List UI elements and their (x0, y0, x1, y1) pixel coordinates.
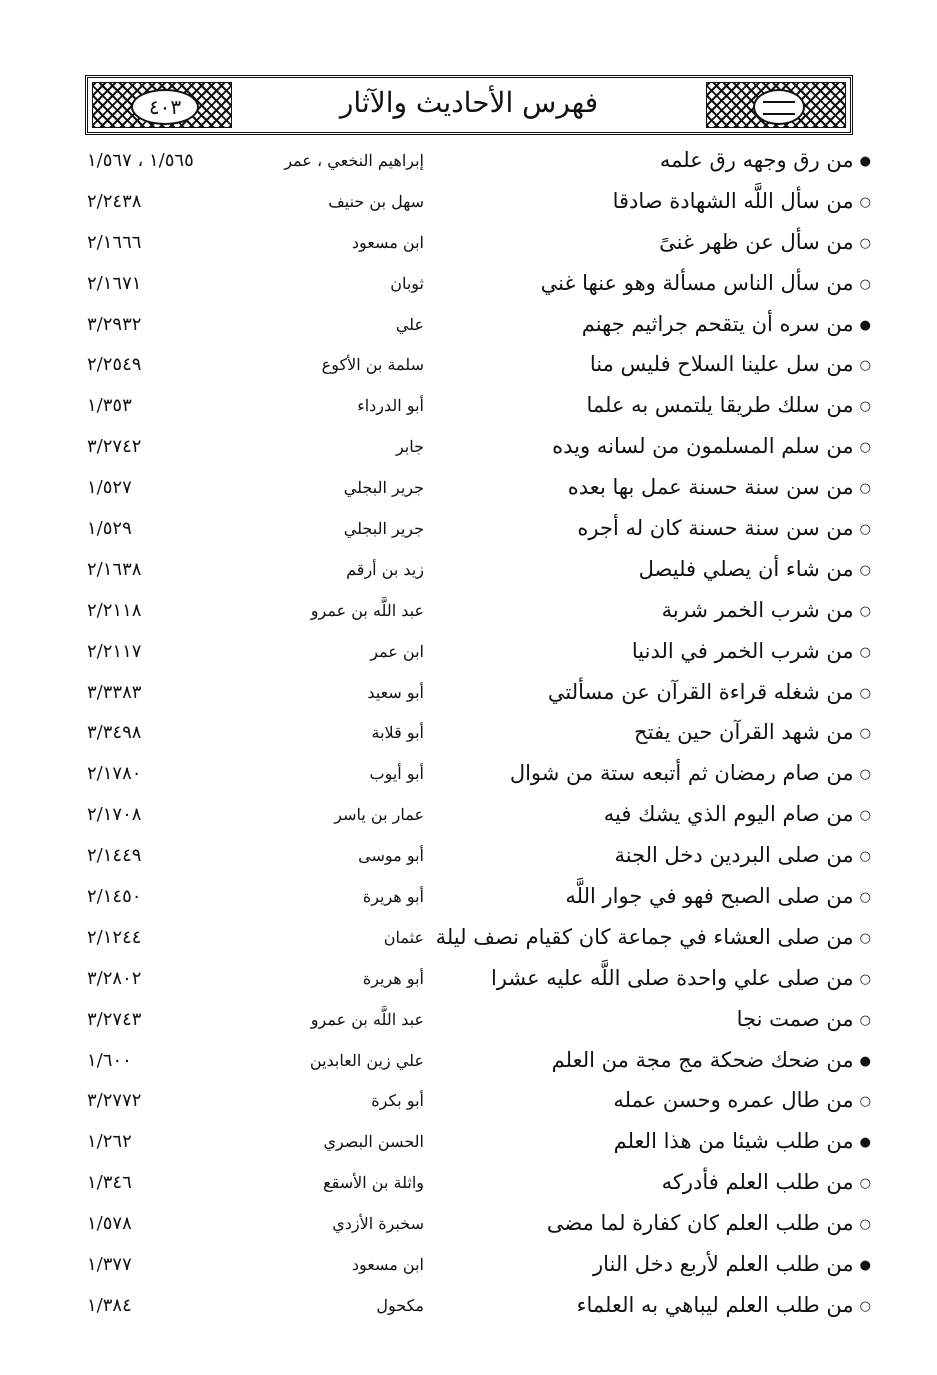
narrator: أبو سعيد (367, 682, 424, 702)
narrator: إبراهيم النخعي ، عمر (284, 151, 424, 170)
reference-number: ١/٥٧٨ (87, 1213, 132, 1235)
index-entry (0, 223, 937, 264)
reference-number: ٣/٢٧٧٢ (87, 1090, 142, 1112)
hollow-bullet-icon: ○ (859, 644, 871, 660)
hadith-text (659, 230, 871, 254)
reference-number: ٢/٢٤٣٨ (87, 190, 142, 212)
hollow-bullet-icon: ○ (859, 971, 871, 987)
index-entry (0, 591, 937, 632)
page-header (85, 75, 853, 135)
hadith-text (547, 1211, 871, 1235)
index-entry (0, 1081, 937, 1122)
reference-number: ٣/٢٩٣٢ (87, 313, 142, 335)
index-entry (0, 632, 937, 673)
narrator: علي (395, 314, 424, 334)
index-entry (0, 1204, 937, 1245)
hollow-bullet-icon: ○ (859, 890, 871, 906)
hadith-text-label: من شاء أن يصلي فليصل (638, 556, 854, 581)
hollow-bullet-icon: ○ (859, 440, 871, 456)
narrator: عبد اللَّه بن عمرو (310, 1009, 424, 1029)
reference-number: ٢/٢٥٤٩ (87, 354, 142, 376)
narrator: عثمان (383, 927, 424, 947)
index-entry (0, 1041, 937, 1082)
index-entry (0, 795, 937, 836)
narrator: أبو أيوب (369, 764, 424, 784)
index-entry (0, 959, 937, 1000)
hadith-text (660, 148, 871, 172)
hadith-text-label: من سلم المسلمون من لسانه ويده (552, 434, 854, 459)
index-entry (0, 427, 937, 468)
reference-number: ١/٣٤٦ (87, 1172, 132, 1194)
hollow-bullet-icon: ○ (859, 930, 871, 946)
index-entry (0, 264, 937, 305)
hadith-text-label: من شغله قراءة القرآن عن مسألتي (547, 679, 854, 704)
hollow-bullet-icon: ○ (859, 358, 871, 374)
hadith-text (613, 1088, 871, 1112)
index-entry (0, 918, 937, 959)
hadith-text-label: من طلب العلم فأدركه (661, 1170, 854, 1195)
hadith-text-label: من صام اليوم الذي يشك فيه (603, 802, 854, 827)
hadith-text-label: من صام رمضان ثم أتبعه ستة من شوال (509, 761, 854, 786)
hadith-text (586, 393, 871, 417)
index-entry (0, 1163, 937, 1204)
hadith-text (541, 271, 871, 295)
narrator: جرير البجلي (343, 519, 424, 539)
hadith-text (436, 925, 871, 949)
hadith-text (604, 802, 871, 826)
hadith-text (568, 475, 871, 499)
hadith-text (552, 434, 871, 458)
hollow-bullet-icon: ○ (859, 808, 871, 824)
hollow-bullet-icon: ○ (859, 1217, 871, 1233)
narrator: ابن مسعود (351, 1255, 424, 1275)
index-entry (0, 754, 937, 795)
reference-number: ٢/١٢٤٤ (87, 926, 142, 948)
narrator: أبو الدرداء (357, 396, 424, 416)
hollow-bullet-icon: ○ (859, 522, 871, 538)
index-entry (0, 345, 937, 386)
hadith-text-label: من صلى علي واحدة صلى اللَّه عليه عشرا (490, 965, 854, 990)
narrator: واثلة بن الأسقع (323, 1173, 424, 1193)
hadith-text (548, 680, 871, 704)
hadith-text-label: من شرب الخمر شربة (661, 597, 854, 622)
hollow-bullet-icon: ○ (859, 562, 871, 578)
reference-number: ١/٥٢٧ (87, 477, 132, 499)
hadith-text (613, 189, 871, 213)
reference-number: ٣/٣٣٨٣ (87, 681, 142, 703)
hadith-text-label: من طلب شيئا من هذا العلم (613, 1129, 854, 1154)
narrator: مكحول (376, 1295, 424, 1315)
narrator: عمار بن ياسر (334, 805, 424, 825)
narrator: علي زين العابدين (309, 1050, 424, 1070)
hadith-text-label: من صمت نجا (736, 1006, 854, 1031)
hadith-text-label: من سأل عن ظهر غنىً (659, 229, 854, 254)
index-entry (0, 1286, 937, 1327)
reference-number: ٢/٢١١٨ (87, 599, 142, 621)
hadith-text (491, 966, 871, 990)
narrator: أبو هريرة (362, 887, 424, 907)
hadith-text-label: من سره أن يتقحم جراثيم جهنم (581, 311, 854, 336)
hadith-text (577, 1293, 871, 1317)
hadith-text (632, 639, 871, 663)
index-list (0, 141, 937, 1327)
hadith-text-label: من سأل الناس مسألة وهو عنها غني (540, 270, 854, 295)
hadith-text (565, 884, 871, 908)
reference-number: ١/٣٧٧ (87, 1254, 132, 1276)
index-entry (0, 713, 937, 754)
narrator: زيد بن أرقم (346, 559, 424, 579)
hollow-bullet-icon: ○ (859, 603, 871, 619)
index-entry (0, 305, 937, 346)
reference-number: ٣/٢٨٠٢ (87, 967, 142, 989)
hadith-text (577, 516, 871, 540)
filled-bullet-icon: ● (859, 1135, 871, 1151)
hadith-text-label: من ضحك ضحكة مج مجة من العلم (551, 1047, 854, 1072)
reference-number: ٣/٢٧٤٢ (87, 436, 142, 458)
narrator: الحسن البصري (323, 1132, 424, 1152)
index-entry (0, 468, 937, 509)
hollow-bullet-icon: ○ (859, 399, 871, 415)
page-number: ٤٠٣ (131, 89, 199, 125)
narrator: ثوبان (390, 273, 424, 293)
filled-bullet-icon: ● (859, 1053, 871, 1069)
reference-number: ١/٣٥٣ (87, 395, 132, 417)
filled-bullet-icon: ● (859, 154, 871, 169)
hadith-text-label: من شرب الخمر في الدنيا (631, 638, 854, 663)
hadith-text-label: من صلى البردين دخل الجنة (614, 843, 854, 868)
hadith-text (510, 761, 871, 785)
reference-number: ٢/١٧٨٠ (87, 763, 142, 785)
filled-bullet-icon: ● (859, 317, 871, 333)
hadith-text (639, 557, 871, 581)
reference-number: ٢/١٤٥٠ (87, 886, 142, 908)
narrator: أبو هريرة (362, 968, 424, 988)
hollow-bullet-icon: ○ (859, 1298, 871, 1314)
reference-number: ٢/١٦٣٨ (87, 558, 142, 580)
narrator: أبو موسى (358, 846, 424, 866)
hadith-text (737, 1007, 871, 1031)
hadith-text (582, 312, 871, 336)
hollow-bullet-icon: ○ (859, 685, 871, 701)
seal-ornament (706, 82, 846, 128)
page-title: فهرس الأحاديث والآثار (339, 86, 599, 119)
hollow-bullet-icon: ○ (859, 1094, 871, 1110)
hollow-bullet-icon: ○ (859, 235, 871, 251)
narrator: ابن مسعود (351, 232, 424, 252)
reference-number: ١/٦٠٠ (87, 1049, 132, 1071)
hadith-text-label: من سل علينا السلاح فليس منا (589, 352, 854, 377)
hadith-text-label: من طلب العلم لأربع دخل النار (592, 1252, 854, 1277)
filled-bullet-icon: ● (859, 1258, 871, 1274)
narrator: ابن عمر (370, 641, 424, 661)
hollow-bullet-icon: ○ (859, 726, 871, 742)
index-entry (0, 386, 937, 427)
reference-number: ٢/١٧٠٨ (87, 804, 142, 826)
hadith-text-label: من طلب العلم ليباهي به العلماء (576, 1292, 854, 1317)
hadith-text-label: من شهد القرآن حين يفتح (634, 720, 854, 745)
narrator: أبو قلابة (371, 723, 424, 743)
index-entry (0, 141, 937, 182)
hollow-bullet-icon: ○ (859, 194, 871, 210)
index-entry (0, 673, 937, 714)
hadith-text (614, 843, 871, 867)
seal-icon (753, 89, 805, 125)
reference-number: ١/٥٦٥ ، ١/٥٦٧ (87, 150, 194, 171)
narrator: سهل بن حنيف (328, 191, 424, 211)
hadith-text-label: من سن سنة حسنة كان له أجره (577, 516, 854, 541)
hollow-bullet-icon: ○ (859, 481, 871, 497)
hadith-text-label: من طلب العلم كان كفارة لما مضى (546, 1211, 854, 1236)
narrator: عبد اللَّه بن عمرو (310, 600, 424, 620)
hadith-text (593, 1252, 871, 1276)
hollow-bullet-icon: ○ (859, 1176, 871, 1192)
hollow-bullet-icon: ○ (859, 1012, 871, 1028)
hadith-text (662, 598, 871, 622)
narrator: جرير البجلي (343, 478, 424, 498)
hollow-bullet-icon: ○ (859, 767, 871, 783)
hollow-bullet-icon: ○ (859, 849, 871, 865)
hadith-text-label: من سلك طريقا يلتمس به علما (586, 393, 854, 418)
reference-number: ٢/١٤٤٩ (87, 845, 142, 867)
hadith-text (552, 1048, 871, 1072)
index-entry (0, 1000, 937, 1041)
hadith-text-label: من سن سنة حسنة عمل بها بعده (567, 475, 854, 500)
reference-number: ٣/٣٤٩٨ (87, 722, 142, 744)
hollow-bullet-icon: ○ (859, 276, 871, 292)
index-entry (0, 836, 937, 877)
narrator: جابر (395, 437, 424, 457)
hadith-text (634, 720, 871, 744)
reference-number: ١/٥٢٩ (87, 518, 132, 540)
reference-number: ١/٣٨٤ (87, 1294, 132, 1316)
reference-number: ٣/٢٧٤٣ (87, 1008, 142, 1030)
index-entry (0, 509, 937, 550)
index-entry (0, 182, 937, 223)
hadith-text (662, 1170, 871, 1194)
hadith-text-label: من رق وجهه رق علمه (659, 148, 854, 172)
hadith-text (590, 352, 871, 376)
narrator: أبو بكرة (371, 1091, 424, 1111)
index-entry (0, 877, 937, 918)
narrator: سلمة بن الأكوع (321, 355, 424, 375)
reference-number: ٢/٢١١٧ (87, 640, 142, 662)
index-entry (0, 1245, 937, 1286)
index-entry (0, 1122, 937, 1163)
reference-number: ٢/١٦٦٦ (87, 231, 142, 253)
hadith-text-label: من صلى العشاء في جماعة كان كقيام نصف ليلة (435, 924, 854, 949)
hadith-text-label: من سأل اللَّه الشهادة صادقا (612, 188, 854, 213)
hadith-text-label: من طال عمره وحسن عمله (613, 1088, 854, 1113)
hadith-text-label: من صلى الصبح فهو في جوار اللَّه (565, 884, 854, 909)
index-entry (0, 550, 937, 591)
reference-number: ١/٢٦٢ (87, 1131, 132, 1153)
narrator: سخبرة الأزدي (332, 1214, 424, 1234)
reference-number: ٢/١٦٧١ (87, 272, 142, 294)
hadith-text (614, 1129, 871, 1153)
